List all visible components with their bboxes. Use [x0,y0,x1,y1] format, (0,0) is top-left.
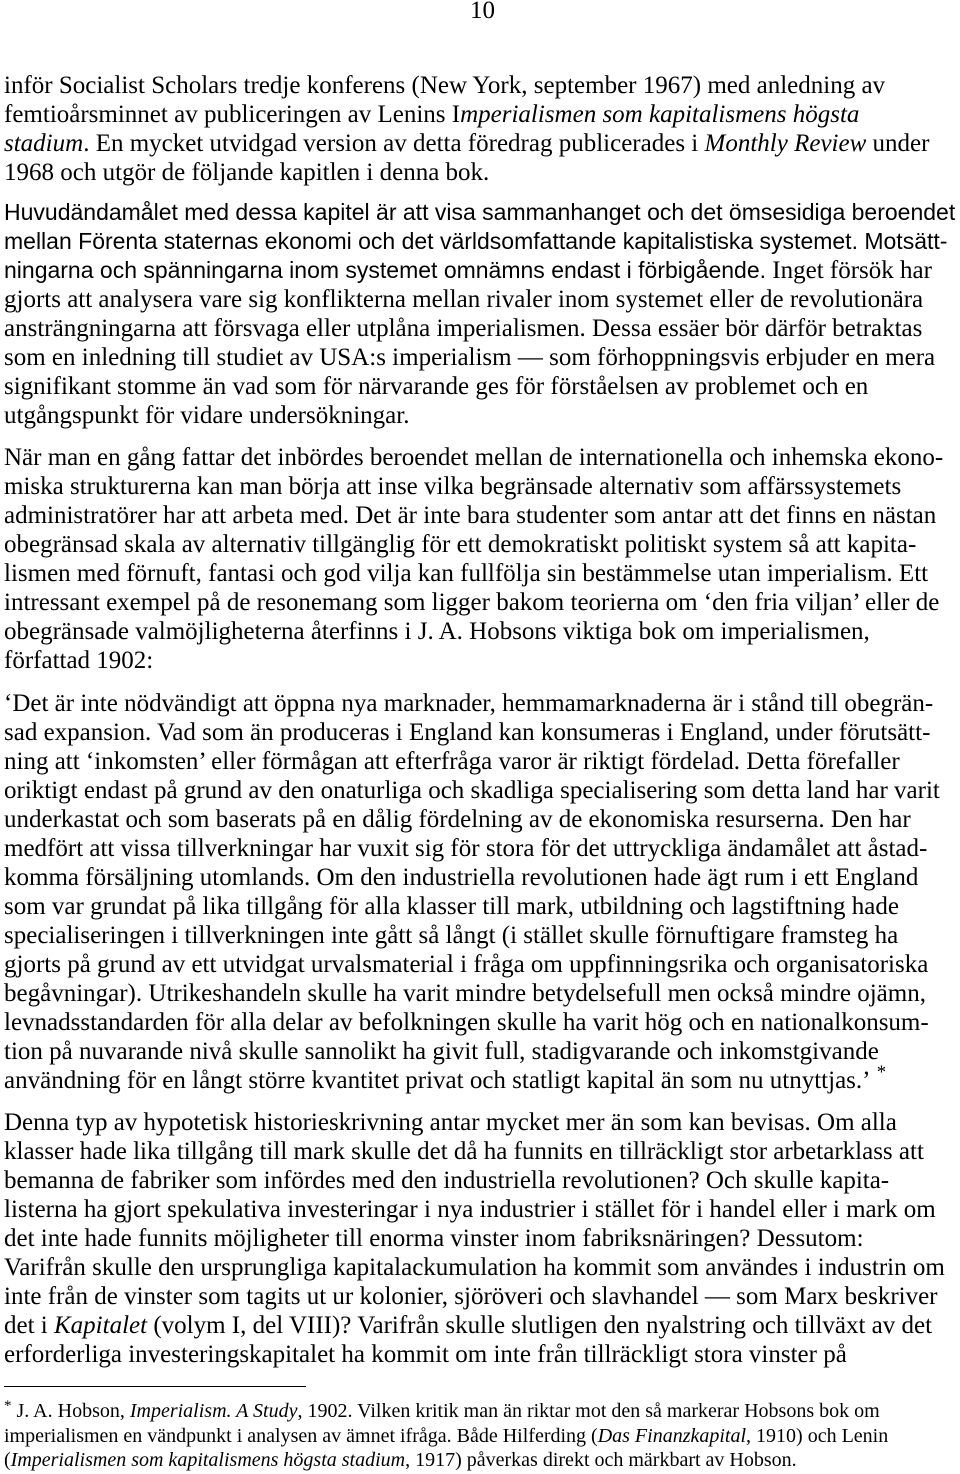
block-quotation [4,689,958,1095]
text-line: bemanna de fabriker som infördes med den industriella revolutionen? Och skulle kapita- [4,1166,890,1194]
footnote-separator [4,1386,306,1387]
journal-title: Monthly Review [704,129,867,157]
paragraph-interdependence [4,443,958,675]
text-line: gjorts på grund av ett utvidgat urvalsmaterial i fråga om uppfinningsrika och organisatoriska [4,950,929,978]
footnote [4,1399,958,1473]
text-line: ansträngningarna att försvaga eller utplåna imperialismen. Dessa essäer bör därför betraktas [4,314,923,342]
text-line [4,100,958,129]
book-title: Kapitalet [54,1311,148,1339]
text-line: listerna ha gjort spekulativa investeringar i nya industrier i stället för i handel eller i mark om [4,1195,936,1223]
text-line [4,256,958,285]
text-span: , 1917) påverkas direkt och märkbart av Hobson. [405,1449,797,1471]
text-span: , 1910) och Lenin [746,1424,889,1447]
text-line [4,1311,958,1340]
text-span: (volym I, del VIII)? Varifrån skulle slutligen den nyalstring och tillväxt av det [147,1311,933,1339]
footnote-line [4,1448,958,1473]
text-line: underkastat och som baserats på en dålig fördelning av de ekonomiska resurserna. Den har [4,805,911,833]
paragraph-intro [4,71,958,187]
text-span: imperialismen en vändpunkt i analysen av ämnet ifråga. Både Hilferding ( [4,1424,598,1447]
text-line: mellan Förenta staternas ekonomi och det världsomfattande kapitalistiska systemet. Motsätt- [4,227,948,254]
text-line: begåvningar). Utrikeshandeln skulle ha varit mindre betydelsefull men också mindre ojämn, [4,979,926,1007]
text-line: intressant exempel på de resonemang som ligger bakom teorierna om ‘den fria viljan’ eller de [4,588,940,616]
text-line: oriktigt endast på grund av den onaturliga och skadliga specialisering som detta land har varit [4,776,940,804]
book-title: Imperialismen som kapitalismens högsta stadium [10,1449,406,1471]
text-line [4,129,958,158]
text-span: ( [4,1449,11,1471]
text-line: levnadsstandarden för alla delar av befolkningen skulle ha varit hög och en nationalkonsum- [4,1008,929,1036]
text-line: komma försäljning utomlands. Om den industriella revolutionen hade ägt rum i ett England [4,863,919,891]
book-title: stadium [4,129,84,157]
book-title: Imperialism. A Study [129,1400,298,1422]
footnote-reference[interactable]: * [876,1062,887,1084]
text-span: Inget försök har [766,256,932,284]
text-line: obegränsad skala av alternativ tillgänglig för ett demokratiskt politiskt system så att kapita- [4,530,917,558]
text-line: Varifrån skulle den ursprungliga kapitalackumulation ha kommit som användes i industrin om [4,1253,945,1281]
text-line: erforderliga investeringskapitalet ha kommit om inte från tillräckligt stora vinster på [4,1340,847,1368]
text-span: det i [4,1311,54,1339]
text-line: Huvudändamålet med dessa kapitel är att visa sammanhanget och det ömsesidiga beroendet [4,198,956,225]
text-line: lismen med förnuft, fantasi och god vilja kan fullfölja sin bestämmelse utan imperialism. Ett [4,559,929,587]
text-line: det inte hade funnits möjligheter till enorma vinster inom fabriksnäringen? Dessutom: [4,1224,864,1252]
text-line: specialiseringen i tillverkningen inte gått så långt (i stället skulle förnuftigare framsteg ha [4,921,899,949]
text-line: ‘Det är inte nödvändigt att öppna nya marknader, hemmamarknaderna är i stånd till obegrän- [4,689,934,717]
text-line: obegränsade valmöjligheterna återfinns i J. A. Hobsons viktiga bok om imperialismen, [4,617,870,645]
text-line: som var grundat på lika tillgång för alla klasser till mark, utbildning och lagstiftning hade [4,892,899,920]
footnote-line [4,1424,958,1449]
text-line: ning att ‘inkomsten’ eller förmågan att efterfråga varor är riktigt fördelad. Detta förefaller [4,747,900,775]
text-line: inte från de vinster som tagits ut ur kolonier, sjöröveri och slavhandel — som Marx beskriver [4,1282,938,1310]
text-line: miska strukturerna kan man börja att inse vilka begränsade alternativ som affärssystemets [4,472,902,500]
paragraph-purpose [4,198,958,430]
text-line: författad 1902: [4,646,154,674]
sans-text: ningarna och spänningarna inom systemet omnämns endast i förbigående. [4,256,767,283]
text-line: utgångspunkt för vidare undersökningar. [4,401,410,429]
text-span: användning för en långt större kvantitet privat och statligt kapital än som nu utnyttjas.’ [4,1066,871,1094]
text-line: tion på nuvarande nivå skulle sannolikt ha givit full, stadigvarande och inkomstgivande [4,1037,879,1065]
text-line: 1968 och utgör de följande kapitlen i denna bok. [4,158,490,186]
text-line: Denna typ av hypotetisk historieskrivning antar mycket mer än som kan bevisas. Om alla [4,1108,897,1136]
text-line: som en inledning till studiet av USA:s imperialism — som förhoppningsvis erbjuder en mera [4,343,936,371]
book-title: mperialismen som kapitalismens högsta [460,100,860,128]
text-line: administratörer har att arbeta med. Det är inte bara studenter som antar att det finns en nästan [4,501,937,529]
text-span: , 1902. Vilken kritik man än riktar mot den så markerar Hobsons bok om [297,1400,880,1422]
text-line: medfört att vissa tillverkningar har vuxit sig för stora för det uttryckliga ändamålet att åstad- [4,834,928,862]
text-line: signifikant stomme än vad som för närvarande ges för förståelsen av problemet och en [4,372,869,400]
footnote-line [4,1399,958,1424]
text-line: inför Socialist Scholars tredje konferens (New York, september 1967) med anledning av [4,71,886,99]
text-span: J. A. Hobson, [11,1400,130,1422]
text-span: femtioårsminnet av publiceringen av Lenins I [4,100,461,128]
book-title: Das Finanzkapital [597,1424,747,1447]
footnote-marker: * [4,1397,12,1414]
text-span: under [866,129,930,157]
text-line: klasser hade lika tillgång till mark skulle det då ha funnits en tillräckligt stor arbetarklass att [4,1137,924,1165]
text-line: gjorts att analysera vare sig konflikterna mellan rivaler inom systemet eller de revolutionära [4,285,924,313]
text-line: När man en gång fattar det inbördes beroendet mellan de internationella och inhemska ekono- [4,443,944,471]
text-line: sad expansion. Vad som än produceras i England kan konsumeras i England, under förutsätt- [4,718,931,746]
text-span: . En mycket utvidgad version av detta föredrag publicerades i [83,129,705,157]
paragraph-hypothetical-history [4,1108,958,1369]
page-number: 10 [470,0,495,24]
text-line [4,1062,958,1095]
